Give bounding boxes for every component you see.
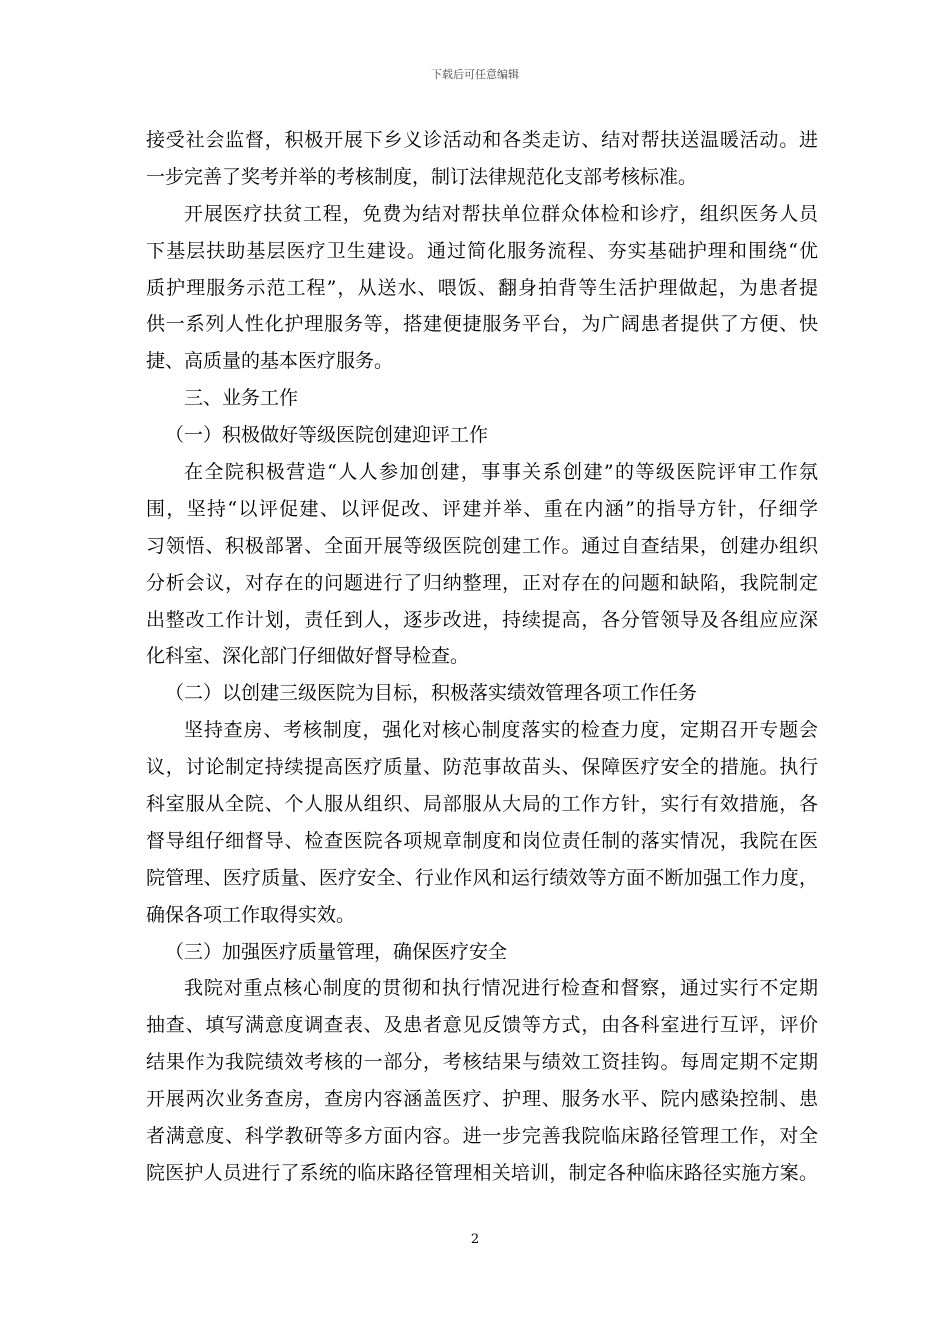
body-line: 出整改工作计划，责任到人，逐步改进，持续提高，各分管领导及各组应应深 (146, 608, 818, 631)
body-line: 开展医疗扶贫工程，免费为结对帮扶单位群众体检和诊疗，组织医务人员 (184, 202, 818, 225)
subsection-heading: （二）以创建三级医院为目标，积极落实绩效管理各项工作任务 (165, 682, 698, 705)
body-line: 确保各项工作取得实效。 (146, 903, 356, 926)
document-body (146, 122, 818, 1192)
page-number: 2 (470, 1232, 480, 1247)
body-line: 坚持查房、考核制度，强化对核心制度落实的检查力度，定期召开专题会 (184, 719, 818, 742)
body-line: 供一系列人性化护理服务等，搭建便捷服务平台，为广阔患者提供了方便、快 (146, 313, 818, 336)
body-line: 院管理、医疗质量、医疗安全、行业作风和运行绩效等方面不断加强工作力度， (146, 866, 818, 889)
body-line: 下基层扶助基层医疗卫生建设。通过简化服务流程、夯实基础护理和围绕“优 (146, 239, 818, 262)
body-line: 者满意度、科学教研等多方面内容。进一步完善我院临床路径管理工作，对全 (146, 1125, 818, 1148)
body-line: 化科室、深化部门仔细做好督导检查。 (146, 645, 470, 668)
body-line: 捷、高质量的基本医疗服务。 (146, 350, 394, 373)
body-line: 结果作为我院绩效考核的一部分，考核结果与绩效工资挂钩。每周定期不定期 (146, 1051, 818, 1074)
subsection-heading: （一）积极做好等级医院创建迎评工作 (165, 424, 489, 447)
body-line: 接受社会监督，积极开展下乡义诊活动和各类走访、结对帮扶送温暖活动。进 (146, 129, 818, 151)
body-line: 院医护人员进行了系统的临床路径管理相关培训，制定各种临床路径实施方案。 (146, 1161, 818, 1184)
body-line: 议，讨论制定持续提高医疗质量、防范事故苗头、保障医疗安全的措施。执行 (146, 756, 818, 779)
body-line: 分析会议，对存在的问题进行了归纳整理，正对存在的问题和缺陷，我院制定 (146, 571, 818, 594)
body-line: 我院对重点核心制度的贯彻和执行情况进行检查和督察，通过实行不定期 (184, 977, 818, 1000)
body-line: 开展两次业务查房，查房内容涵盖医疗、护理、服务水平、院内感染控制、患 (146, 1088, 818, 1111)
section-heading: 三、业务工作 (184, 387, 299, 410)
subsection-heading: （三）加强医疗质量管理，确保医疗安全 (165, 940, 508, 963)
body-line: 围，坚持“以评促建、以评促改、评建并举、重在内涵”的指导方针，仔细学 (146, 497, 818, 520)
body-line: 抽查、填写满意度调查表、及患者意见反馈等方式，由各科室进行互评，评价 (146, 1014, 818, 1037)
body-line: 习领悟、积极部署、全面开展等级医院创建工作。通过自查结果，创建办组织 (146, 534, 818, 557)
body-line: 在全院积极营造“人人参加创建，事事关系创建”的等级医院评审工作氛 (184, 461, 818, 484)
body-line: 科室服从全院、个人服从组织、局部服从大局的工作方针，实行有效措施，各 (146, 793, 818, 816)
body-line: 督导组仔细督导、检查医院各项规章制度和岗位责任制的落实情况，我院在医 (146, 829, 818, 852)
body-line: 一步完善了奖考并举的考核制度，制订法律规范化支部考核标准。 (146, 165, 698, 188)
body-line: 质护理服务示范工程”，从送水、喂饭、翻身拍背等生活护理做起，为患者提 (146, 276, 818, 299)
page-header: 下载后可任意编辑 (431, 68, 519, 81)
